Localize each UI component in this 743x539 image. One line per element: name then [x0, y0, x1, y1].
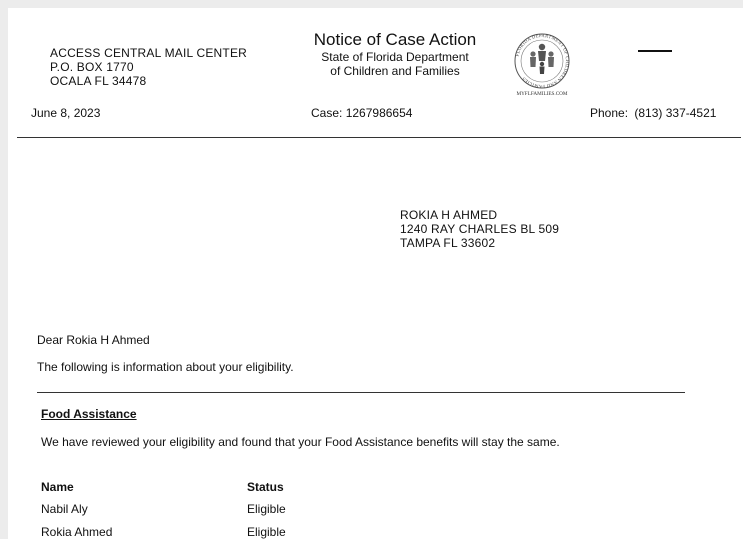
recipient-street: 1240 RAY CHARLES BL 509 — [400, 222, 560, 236]
header-dash — [638, 50, 672, 52]
notice-title: Notice of Case Action — [313, 30, 477, 49]
table-row-name: Nabil Aly — [41, 502, 88, 516]
florida-dcf-seal-icon — [511, 28, 573, 96]
sender-line-1: ACCESS CENTRAL MAIL CENTER — [50, 46, 248, 60]
column-header-status: Status — [247, 480, 284, 494]
notice-header — [295, 30, 495, 78]
recipient-name: ROKIA H AHMED — [400, 208, 498, 222]
sender-line-2: P.O. BOX 1770 — [50, 60, 134, 74]
column-header-name: Name — [41, 480, 74, 494]
notice-subtitle-2: of Children and Families — [330, 64, 460, 78]
phone-label: Phone: — [590, 106, 629, 120]
sender-address — [50, 46, 247, 88]
notice-date: June 8, 2023 — [31, 106, 101, 120]
notice-page — [8, 8, 743, 539]
letter-intro: The following is information about your eligibility. — [37, 360, 294, 374]
notice-subtitle-1: State of Florida Department — [321, 50, 469, 64]
letter-greeting: Dear Rokia H Ahmed — [37, 333, 150, 347]
seal-url: MYFLFAMILIES.COM — [516, 91, 568, 96]
recipient-address — [400, 208, 559, 250]
seal-ring-text: FLORIDA DEPARTMENT OF CHILDREN AND FAMILIES — [514, 32, 571, 90]
svg-text:FLORIDA DEPARTMENT OF CHILDREN — [514, 33, 570, 89]
table-row-status: Eligible — [247, 525, 286, 539]
case-label: Case: — [311, 106, 343, 120]
table-row-name: Rokia Ahmed — [41, 525, 113, 539]
recipient-city: TAMPA FL 33602 — [400, 236, 496, 250]
sender-line-3: OCALA FL 34478 — [50, 74, 147, 88]
section-divider — [37, 392, 685, 393]
phone-info — [590, 106, 716, 120]
header-divider — [17, 137, 741, 138]
case-info — [311, 106, 412, 120]
table-row-status: Eligible — [247, 502, 286, 516]
case-number: 1267986654 — [345, 106, 413, 120]
food-assistance-summary: We have reviewed your eligibility and found that your Food Assistance benefits will stay the same. — [41, 435, 560, 449]
phone-number: (813) 337-4521 — [634, 106, 717, 120]
food-assistance-title: Food Assistance — [41, 407, 137, 421]
